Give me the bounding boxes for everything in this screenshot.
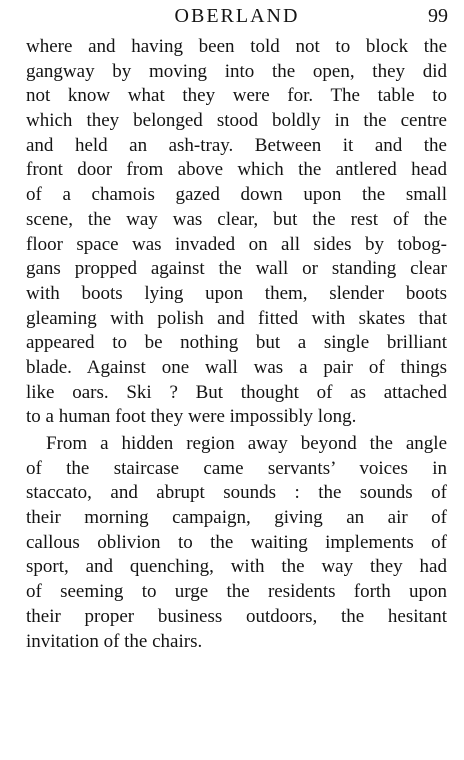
text-line: callous oblivion to the waiting implements of (26, 531, 447, 553)
text-line: and held an ash-tray. Between it and the (26, 134, 447, 156)
text-line: scene, the way was clear, but the rest of the (26, 208, 447, 230)
text-line: blade. Against one wall was a pair of things (26, 356, 447, 378)
text-line: of seeming to urge the residents forth upon (26, 581, 447, 603)
text-line: floor space was invaded on all sides by tobog- (26, 233, 447, 255)
text-line: which they belonged stood boldly in the centre (26, 110, 447, 132)
text-line: staccato, and abrupt sounds : the sounds of (26, 482, 447, 504)
running-head (26, 4, 448, 28)
text-line: From a hidden region away beyond the angle (46, 433, 447, 454)
text-line: gans propped against the wall or standing clear (26, 258, 447, 280)
text-line: not know what they were for. The table to (26, 85, 447, 107)
text-line: of the staircase came servants’ voices in (26, 457, 447, 479)
running-title: OBERLAND (174, 5, 300, 27)
text-line: to a human foot they were impossibly long. (26, 406, 357, 428)
text-line: of a chamois gazed down upon the small (26, 184, 447, 206)
body-text (26, 35, 447, 654)
paragraph-1 (26, 35, 447, 430)
page-number: 99 (428, 5, 448, 27)
text-line: gangway by moving into the open, they did (26, 60, 447, 82)
text-line: their morning campaign, giving an air of (26, 507, 447, 529)
text-line: front door from above which the antlered head (26, 159, 447, 181)
text-line: invitation of the chairs. (26, 630, 203, 652)
text-line: where and having been told not to block the (26, 36, 447, 57)
text-line: their proper business outdoors, the hesitant (26, 605, 447, 627)
text-line: gleaming with polish and fitted with skates that (26, 307, 447, 329)
paragraph-2 (26, 432, 447, 654)
text-line: sport, and quenching, with the way they had (26, 556, 447, 578)
text-line: appeared to be nothing but a single brilliant (26, 332, 447, 354)
text-line: with boots lying upon them, slender boots (26, 282, 447, 304)
text-line: like oars. Ski ? But thought of as attached (26, 381, 447, 403)
